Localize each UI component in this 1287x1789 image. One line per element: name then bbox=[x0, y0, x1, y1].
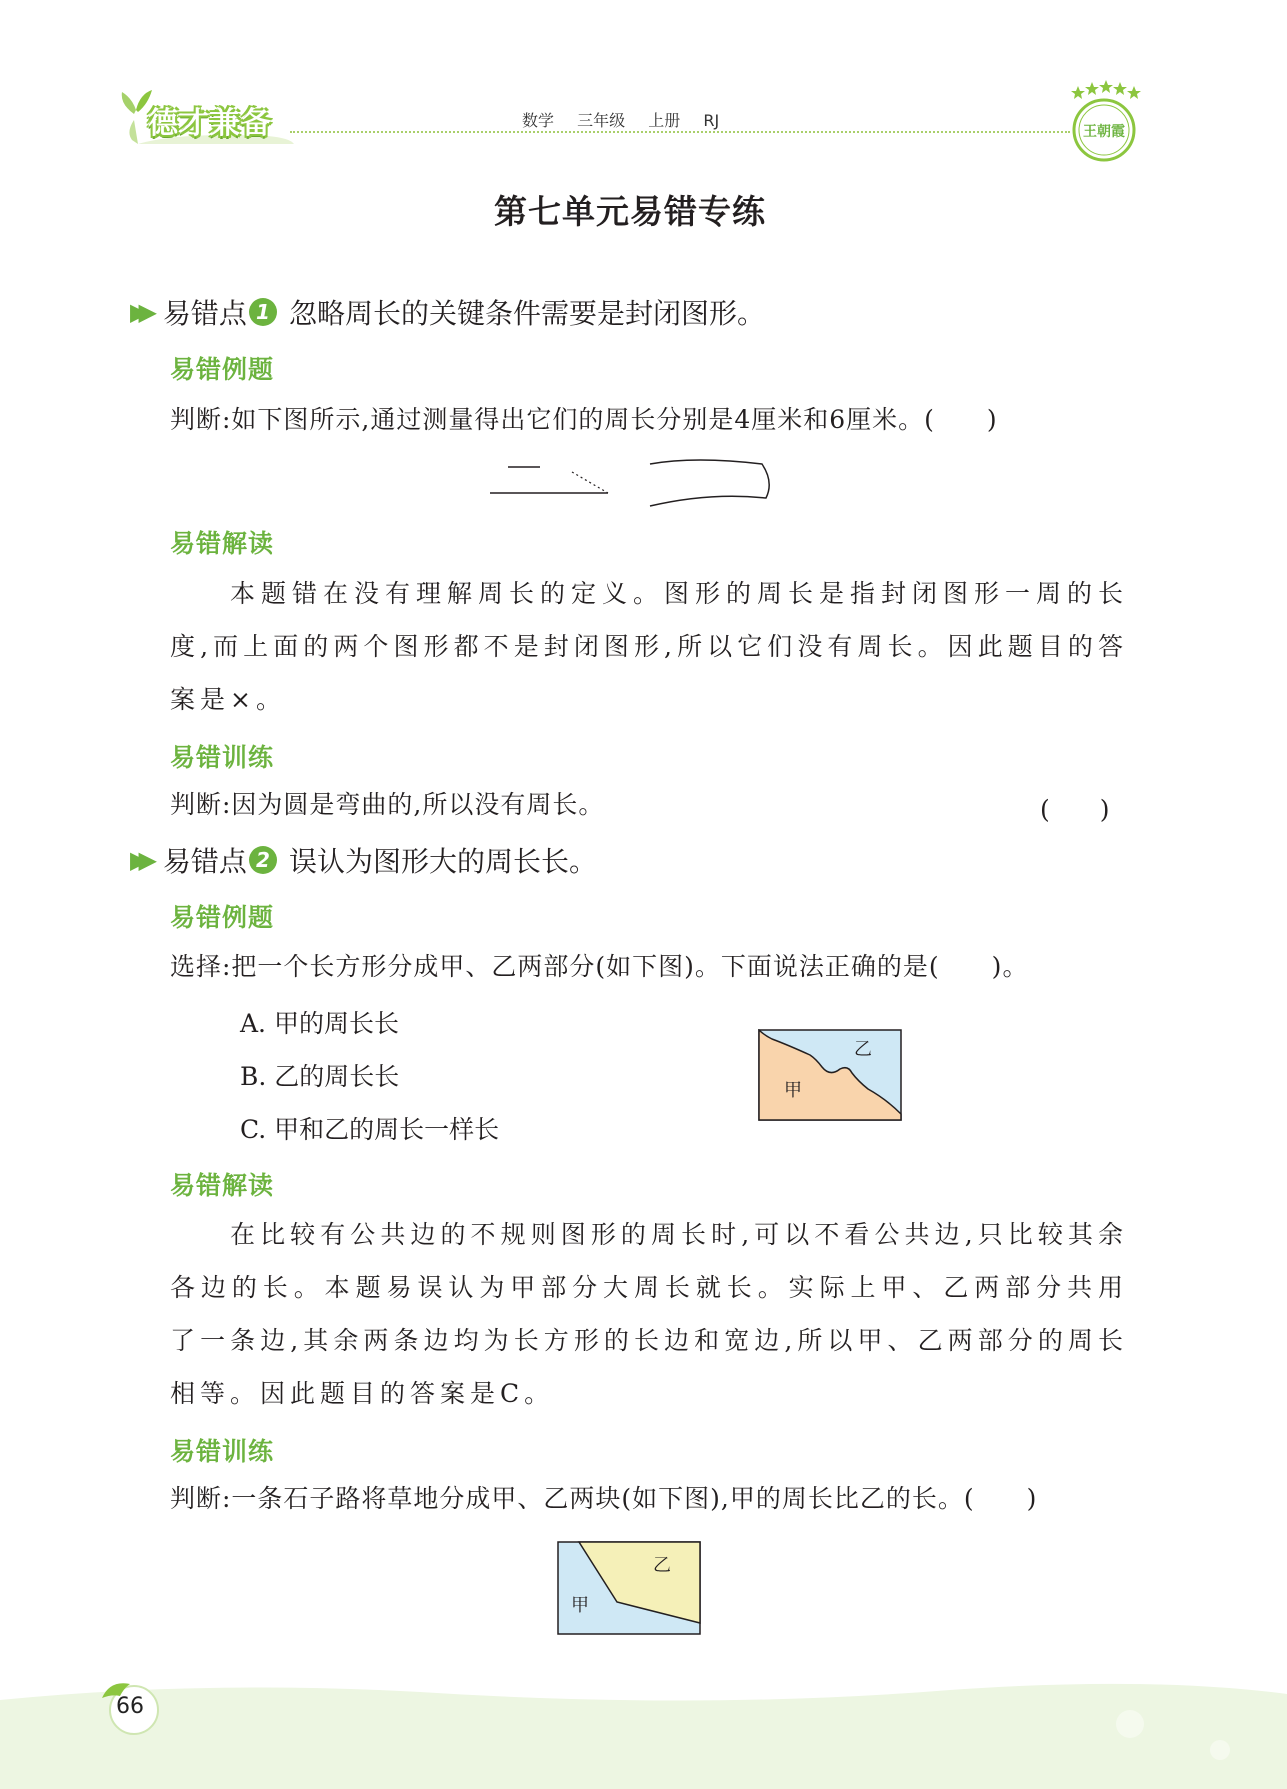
point-text: 忽略周长的关键条件需要是封闭图形。 bbox=[288, 297, 765, 330]
analysis-text: 本题错在没有理解周长的定义。图形的周长是指封闭图形一周的长度,而上面的两个图形都不是封闭图形,所以它们没有周长。因此题目的答案是×。 bbox=[170, 579, 1128, 714]
answer-blank[interactable]: ( ) bbox=[1040, 795, 1110, 824]
header-divider bbox=[290, 131, 1070, 133]
training-question: 判断:一条石子路将草地分成甲、乙两块(如下图),甲的周长比乙的长。( ) bbox=[170, 1484, 1038, 1513]
training-heading: 易错训练 bbox=[170, 1437, 275, 1466]
point-2-heading bbox=[130, 840, 597, 880]
example-question: 选择:把一个长方形分成甲、乙两部分(如下图)。下面说法正确的是( )。 bbox=[170, 952, 1029, 981]
point-1-heading bbox=[130, 292, 765, 332]
analysis-heading: 易错解读 bbox=[170, 1171, 275, 1200]
brand-text: 德才兼备 bbox=[148, 106, 272, 141]
point-text: 误认为图形大的周长长。 bbox=[288, 845, 597, 878]
example-question: 判断:如下图所示,通过测量得出它们的周长分别是4厘米和6厘米。( ) bbox=[170, 405, 998, 434]
grade: 三年级 bbox=[577, 111, 626, 130]
header-meta bbox=[522, 108, 737, 131]
label-yi: 乙 bbox=[854, 1039, 872, 1060]
training-question: 判断:因为圆是弯曲的,所以没有周长。 bbox=[170, 790, 605, 819]
page-title: 第七单元易错专练 bbox=[494, 192, 766, 231]
page-number-badge bbox=[96, 1676, 166, 1736]
option-a[interactable]: A. 甲的周长长 bbox=[240, 1009, 399, 1038]
rectangle-split-figure bbox=[758, 1029, 903, 1122]
edition: RJ bbox=[703, 111, 720, 130]
label-jia: 甲 bbox=[784, 1080, 802, 1101]
seal-text: 王朝霞 bbox=[1083, 124, 1125, 140]
point-label: 易错点 bbox=[162, 297, 247, 330]
subject: 数学 bbox=[522, 111, 555, 130]
volume: 上册 bbox=[648, 111, 681, 130]
analysis-text: 在比较有公共边的不规则图形的周长时,可以不看公共边,只比较其余各边的长。本题易误认为甲部分大周长就长。实际上甲、乙两部分共用了一条边,其余两条边均为长方形的长边和宽边,所以甲、乙两部分的周长相等。因此题目的答案是C。 bbox=[170, 1220, 1128, 1408]
point-label: 易错点 bbox=[162, 845, 247, 878]
grass-split-figure bbox=[557, 1541, 702, 1635]
brand-logo bbox=[118, 84, 296, 148]
label-jia: 甲 bbox=[571, 1595, 589, 1616]
example-heading: 易错例题 bbox=[170, 355, 275, 384]
double-chevron-icon: ▶▶ bbox=[130, 846, 147, 874]
page-number: 66 bbox=[116, 1694, 144, 1719]
training-heading: 易错训练 bbox=[170, 743, 275, 772]
option-b[interactable]: B. 乙的周长长 bbox=[240, 1062, 400, 1091]
open-shapes-figure bbox=[480, 450, 780, 510]
example-heading: 易错例题 bbox=[170, 903, 275, 932]
point-number: 2 bbox=[249, 846, 277, 874]
seal-logo bbox=[1064, 80, 1144, 168]
double-chevron-icon: ▶▶ bbox=[130, 298, 147, 326]
footer-wave bbox=[0, 1680, 1287, 1789]
option-c[interactable]: C. 甲和乙的周长一样长 bbox=[240, 1115, 500, 1144]
point-number: 1 bbox=[249, 298, 277, 326]
label-yi: 乙 bbox=[653, 1555, 671, 1576]
analysis-heading: 易错解读 bbox=[170, 529, 275, 558]
